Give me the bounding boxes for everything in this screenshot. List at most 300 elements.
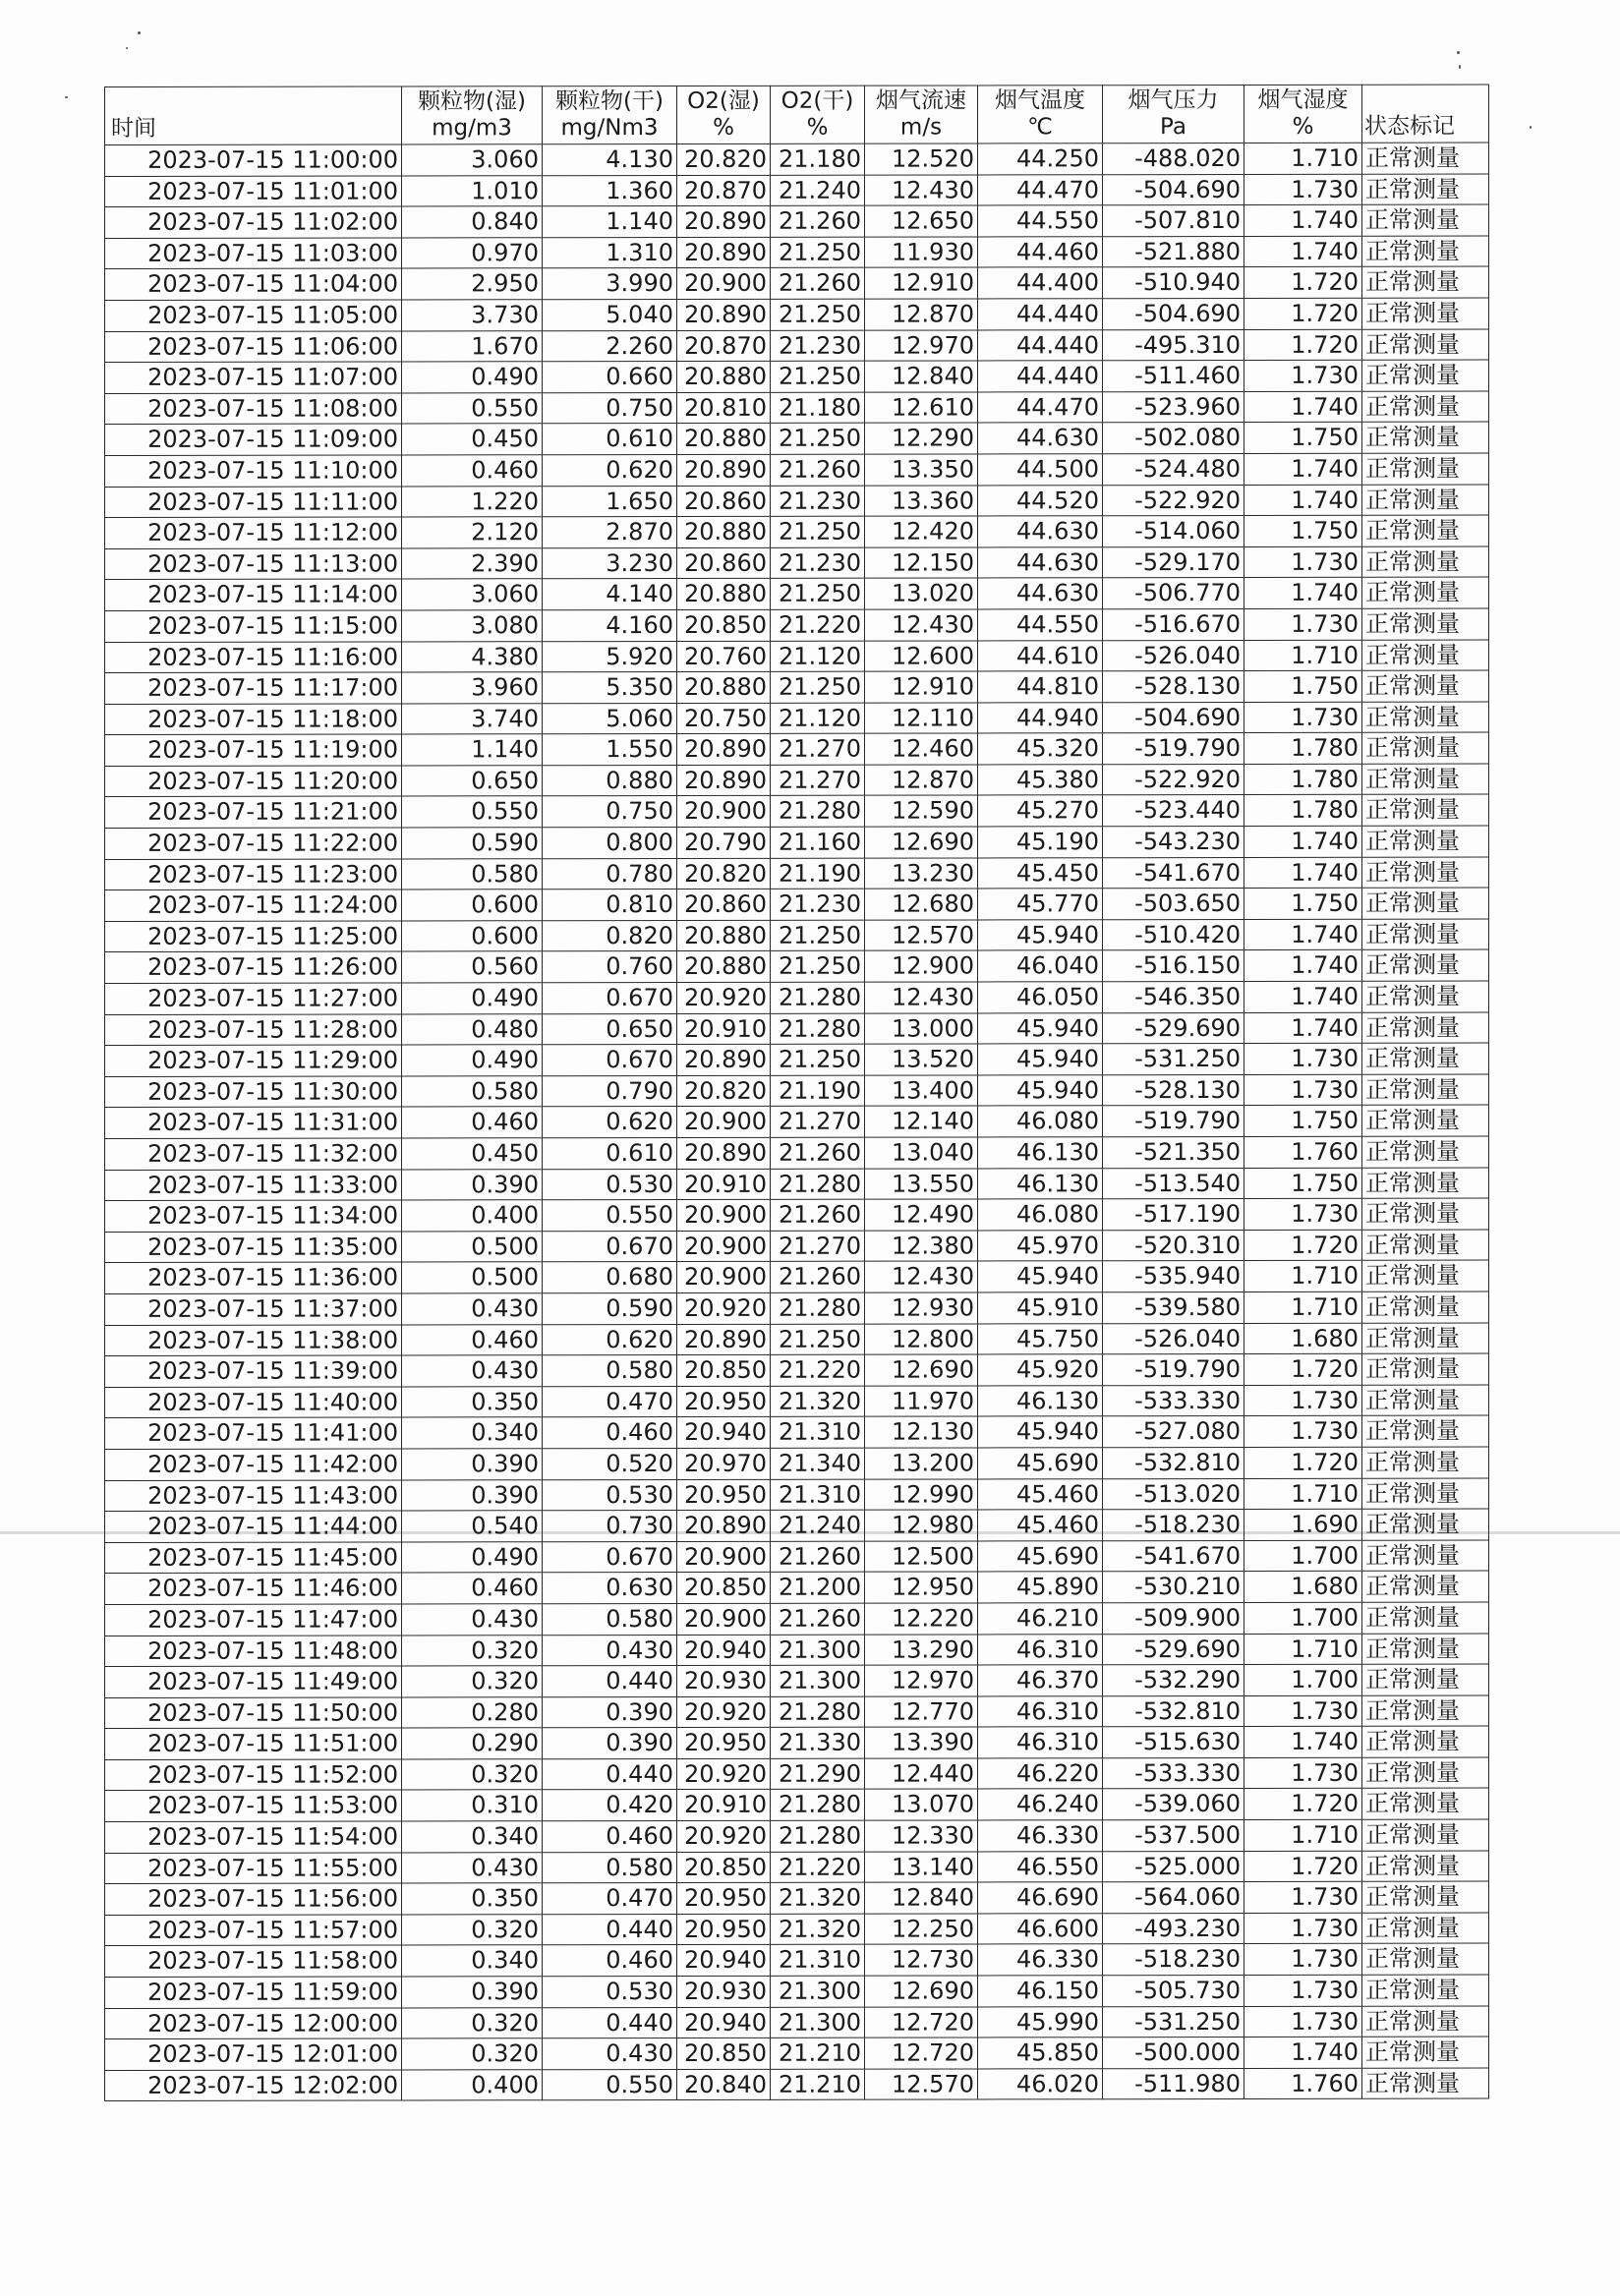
table-row [105, 485, 1489, 518]
value-cell: 1.780 [1244, 764, 1362, 795]
timestamp-cell: 2023-07-15 11:28:00 [105, 1014, 402, 1046]
value-cell: 21.310 [771, 1416, 865, 1448]
value-cell: 1.700 [1244, 1602, 1362, 1634]
timestamp-cell: 2023-07-15 11:04:00 [105, 268, 402, 300]
value-cell: -516.150 [1103, 950, 1244, 982]
table-row [105, 949, 1489, 983]
value-cell: 20.920 [677, 1758, 771, 1790]
table-row [105, 1385, 1489, 1418]
timestamp-cell: 2023-07-15 11:05:00 [105, 300, 402, 331]
timestamp-cell: 2023-07-15 11:38:00 [105, 1325, 402, 1356]
column-header-o2-dry [771, 86, 865, 144]
value-cell: 0.490 [402, 1541, 543, 1573]
value-cell: 0.590 [402, 828, 543, 859]
value-cell: 12.690 [865, 1976, 978, 2007]
value-cell: 2.390 [402, 547, 543, 579]
value-cell: 5.060 [543, 703, 677, 734]
value-cell: 0.400 [402, 1200, 543, 1232]
value-cell: 1.720 [1244, 1353, 1362, 1385]
value-cell: 20.920 [677, 1696, 771, 1728]
value-cell: 21.310 [771, 1479, 865, 1511]
value-cell: 21.340 [771, 1448, 865, 1479]
value-cell: 1.750 [1244, 889, 1362, 920]
value-cell: -526.040 [1103, 1323, 1244, 1354]
value-cell: 20.890 [677, 454, 771, 486]
value-cell: 1.680 [1244, 1572, 1362, 1603]
timestamp-cell: 2023-07-15 11:19:00 [105, 734, 402, 766]
value-cell: 20.870 [677, 175, 771, 206]
status-cell: 正常测量 [1362, 1571, 1489, 1602]
value-cell: 21.240 [771, 1510, 865, 1541]
value-cell: 20.880 [677, 516, 771, 547]
value-cell: 0.670 [543, 1231, 677, 1262]
table-row [105, 1074, 1489, 1108]
value-cell: 12.430 [865, 982, 978, 1013]
value-cell: 45.940 [978, 1075, 1103, 1107]
value-cell: 45.690 [978, 1448, 1103, 1479]
status-cell: 正常测量 [1362, 1415, 1489, 1447]
header-label [1364, 87, 1486, 114]
value-cell: -531.250 [1103, 2006, 1244, 2038]
value-cell: -539.580 [1103, 1292, 1244, 1323]
value-cell: 0.610 [543, 1137, 677, 1169]
value-cell: 20.890 [677, 1045, 771, 1076]
value-cell: 0.500 [402, 1232, 543, 1263]
value-cell: 20.900 [677, 1107, 771, 1138]
value-cell: 12.680 [865, 889, 978, 920]
value-cell: 21.280 [771, 982, 865, 1013]
value-cell: 13.040 [865, 1137, 978, 1169]
value-cell: 1.740 [1244, 485, 1362, 516]
timestamp-cell: 2023-07-15 11:16:00 [105, 641, 402, 672]
value-cell: 0.430 [402, 1293, 543, 1325]
value-cell: 21.190 [771, 1075, 865, 1107]
value-cell: 20.920 [677, 982, 771, 1013]
value-cell: 20.940 [677, 1635, 771, 1666]
table-row [105, 236, 1489, 269]
value-cell: 0.420 [543, 1790, 677, 1821]
table-row [105, 1634, 1489, 1667]
value-cell: 1.740 [1244, 981, 1362, 1012]
status-cell: 正常测量 [1362, 702, 1489, 733]
timestamp-cell: 2023-07-15 11:22:00 [105, 828, 402, 859]
table-row [105, 1819, 1489, 1853]
value-cell: 21.280 [771, 796, 865, 828]
value-cell: -504.690 [1103, 174, 1244, 205]
value-cell: 0.670 [543, 1045, 677, 1076]
value-cell: 20.860 [677, 890, 771, 921]
value-cell: 12.380 [865, 1231, 978, 1262]
value-cell: 1.730 [1244, 702, 1362, 733]
value-cell: 0.390 [543, 1696, 677, 1728]
value-cell: 12.140 [865, 1106, 978, 1137]
table-row [105, 422, 1489, 455]
timestamp-cell: 2023-07-15 11:25:00 [105, 921, 402, 952]
value-cell: 0.530 [543, 1169, 677, 1200]
value-cell: 46.310 [978, 1727, 1103, 1758]
value-cell: 20.790 [677, 827, 771, 858]
value-cell: 1.740 [1244, 1727, 1362, 1758]
value-cell: 1.730 [1244, 1944, 1362, 1976]
value-cell: 0.400 [402, 2070, 543, 2101]
value-cell: 21.180 [771, 392, 865, 424]
value-cell: 45.190 [978, 827, 1103, 858]
value-cell: 46.130 [978, 1385, 1103, 1416]
table-row [105, 981, 1489, 1014]
value-cell: 20.870 [677, 330, 771, 362]
value-cell: 20.950 [677, 1883, 771, 1915]
value-cell: 21.250 [771, 671, 865, 703]
value-cell: -511.980 [1103, 2068, 1244, 2099]
status-cell: 正常测量 [1362, 1260, 1489, 1292]
value-cell: 12.130 [865, 1416, 978, 1448]
value-cell: 21.280 [771, 1790, 865, 1821]
value-cell: 1.740 [1244, 391, 1362, 423]
table-row [105, 764, 1489, 797]
value-cell: 20.930 [677, 1976, 771, 2007]
timestamp-cell: 2023-07-15 11:30:00 [105, 1076, 402, 1108]
column-header-time [105, 86, 402, 145]
value-cell: 0.550 [543, 2069, 677, 2100]
value-cell: -527.080 [1103, 1416, 1244, 1448]
value-cell: 12.440 [865, 1758, 978, 1790]
value-cell: 21.180 [771, 144, 865, 175]
value-cell: 21.210 [771, 2038, 865, 2069]
value-cell: 44.610 [978, 640, 1103, 671]
value-cell: 44.630 [978, 423, 1103, 454]
value-cell: 0.340 [402, 1821, 543, 1853]
value-cell: 45.970 [978, 1231, 1103, 1262]
value-cell: 45.850 [978, 2038, 1103, 2069]
value-cell: 13.350 [865, 454, 978, 486]
value-cell: 46.550 [978, 1851, 1103, 1882]
value-cell: 46.080 [978, 1199, 1103, 1231]
value-cell: 21.260 [771, 1199, 865, 1231]
value-cell: 1.740 [1244, 578, 1362, 609]
value-cell: 0.350 [402, 1883, 543, 1915]
value-cell: 46.040 [978, 950, 1103, 982]
status-cell: 正常测量 [1362, 1385, 1489, 1416]
status-cell: 正常测量 [1362, 1478, 1489, 1510]
value-cell: 44.810 [978, 671, 1103, 703]
value-cell: 13.230 [865, 858, 978, 890]
value-cell: 21.280 [771, 1292, 865, 1324]
value-cell: 13.400 [865, 1075, 978, 1107]
value-cell: 20.900 [677, 268, 771, 300]
table-row [105, 1695, 1489, 1729]
value-cell: 21.230 [771, 889, 865, 920]
value-cell: 0.530 [543, 1977, 677, 2008]
value-cell: -564.060 [1103, 1882, 1244, 1914]
value-cell: 0.440 [543, 1914, 677, 1945]
value-cell: -541.670 [1103, 1540, 1244, 1572]
value-cell: 20.920 [677, 1292, 771, 1324]
table-row [105, 1664, 1489, 1697]
value-cell: 21.270 [771, 1107, 865, 1138]
value-cell: 0.430 [402, 1852, 543, 1883]
header-unit: % [806, 114, 829, 141]
value-cell: 0.590 [543, 1292, 677, 1324]
value-cell: 21.280 [771, 1013, 865, 1045]
status-cell: 正常测量 [1362, 732, 1489, 764]
value-cell: -519.790 [1103, 1354, 1244, 1386]
table-row [105, 826, 1489, 859]
table-row [105, 1198, 1489, 1232]
value-cell: 12.420 [865, 516, 978, 547]
value-cell: 0.600 [402, 921, 543, 952]
value-cell: 21.250 [771, 951, 865, 983]
table-row [105, 1292, 1489, 1325]
timestamp-cell: 2023-07-15 11:18:00 [105, 704, 402, 735]
table-row [105, 1509, 1489, 1542]
status-cell: 正常测量 [1362, 1540, 1489, 1572]
value-cell: 12.870 [865, 299, 978, 330]
value-cell: -504.690 [1103, 298, 1244, 329]
value-cell: 20.900 [677, 1262, 771, 1293]
header-label: 烟气湿度 [1257, 86, 1349, 113]
value-cell: 1.750 [1244, 423, 1362, 454]
value-cell: 45.770 [978, 889, 1103, 920]
value-cell: 0.460 [543, 1821, 677, 1853]
value-cell: 3.990 [543, 268, 677, 300]
value-cell: 46.130 [978, 1137, 1103, 1169]
timestamp-cell: 2023-07-15 11:39:00 [105, 1355, 402, 1387]
value-cell: 1.720 [1244, 1851, 1362, 1882]
value-cell: 0.810 [543, 890, 677, 921]
value-cell: 1.740 [1244, 453, 1362, 485]
timestamp-cell: 2023-07-15 11:09:00 [105, 424, 402, 455]
status-cell: 正常测量 [1362, 1074, 1489, 1106]
value-cell: 12.430 [865, 1261, 978, 1292]
value-cell: 1.710 [1244, 1634, 1362, 1665]
value-cell: 12.840 [865, 361, 978, 392]
value-cell: 12.970 [865, 330, 978, 362]
value-cell: -506.770 [1103, 578, 1244, 609]
value-cell: 0.610 [543, 424, 677, 455]
timestamp-cell: 2023-07-15 11:58:00 [105, 1945, 402, 1977]
value-cell: 45.940 [978, 1012, 1103, 1044]
value-cell: 1.750 [1244, 1168, 1362, 1199]
status-cell: 正常测量 [1362, 1913, 1489, 1944]
status-cell: 正常测量 [1362, 1043, 1489, 1074]
scan-speck [1457, 51, 1460, 54]
measurement-table [104, 85, 1489, 2102]
value-cell: -520.310 [1103, 1230, 1244, 1261]
value-cell: 0.390 [402, 1479, 543, 1511]
value-cell: -514.060 [1103, 516, 1244, 547]
value-cell: 21.230 [771, 330, 865, 362]
table-row [105, 515, 1489, 548]
value-cell: 46.310 [978, 1634, 1103, 1665]
value-cell: 20.970 [677, 1448, 771, 1479]
value-cell: 1.730 [1244, 608, 1362, 640]
value-cell: 1.220 [402, 486, 543, 517]
value-cell: 45.270 [978, 795, 1103, 827]
table-row [105, 1043, 1489, 1076]
value-cell: 1.740 [1244, 1012, 1362, 1044]
value-cell: 12.610 [865, 392, 978, 424]
value-cell: 21.330 [771, 1727, 865, 1758]
value-cell: 46.210 [978, 1603, 1103, 1635]
timestamp-cell: 2023-07-15 11:17:00 [105, 672, 402, 704]
timestamp-cell: 2023-07-15 11:52:00 [105, 1759, 402, 1791]
table-row [105, 1447, 1489, 1480]
value-cell: 1.730 [1244, 1043, 1362, 1074]
value-cell: 0.480 [402, 1013, 543, 1045]
value-cell: -532.290 [1103, 1665, 1244, 1696]
value-cell: 21.220 [771, 1354, 865, 1386]
value-cell: 1.720 [1244, 1230, 1362, 1261]
status-cell: 正常测量 [1362, 670, 1489, 702]
header-unit: mg/Nm3 [560, 115, 659, 142]
table-row [105, 2006, 1489, 2039]
value-cell: 45.920 [978, 1354, 1103, 1386]
timestamp-cell: 2023-07-15 11:40:00 [105, 1387, 402, 1418]
value-cell: 21.250 [771, 1324, 865, 1355]
value-cell: 44.440 [978, 329, 1103, 361]
table-row [105, 1881, 1489, 1915]
status-cell: 正常测量 [1362, 2068, 1489, 2099]
value-cell: 0.780 [543, 858, 677, 890]
status-cell: 正常测量 [1362, 1819, 1489, 1851]
header-unit: m/s [899, 114, 943, 141]
value-cell: 4.160 [543, 609, 677, 641]
table-row [105, 1540, 1489, 1574]
timestamp-cell: 2023-07-15 11:21:00 [105, 796, 402, 828]
value-cell: 3.060 [402, 144, 543, 176]
value-cell: 45.890 [978, 1572, 1103, 1603]
value-cell: 1.730 [1244, 360, 1362, 391]
value-cell: 0.440 [543, 2007, 677, 2038]
status-cell: 正常测量 [1362, 888, 1489, 919]
table-row [105, 1415, 1489, 1449]
value-cell: 0.530 [543, 1479, 677, 1511]
value-cell: 3.080 [402, 610, 543, 642]
value-cell: 1.710 [1244, 1819, 1362, 1851]
value-cell: 12.990 [865, 1478, 978, 1510]
value-cell: 1.710 [1244, 1261, 1362, 1292]
table-row [105, 329, 1489, 363]
status-cell: 正常测量 [1362, 422, 1489, 453]
value-cell: 0.290 [402, 1728, 543, 1759]
value-cell: 20.880 [677, 424, 771, 455]
table-row [105, 919, 1489, 952]
value-cell: -511.460 [1103, 361, 1244, 392]
value-cell: 1.740 [1244, 236, 1362, 267]
value-cell: 21.250 [771, 299, 865, 330]
value-cell: 46.690 [978, 1882, 1103, 1914]
status-cell: 正常测量 [1362, 577, 1489, 608]
value-cell: 1.720 [1244, 329, 1362, 361]
value-cell: 20.820 [677, 1075, 771, 1107]
value-cell: 0.460 [543, 1417, 677, 1449]
value-cell: 12.330 [865, 1820, 978, 1852]
value-cell: 13.000 [865, 1013, 978, 1045]
value-cell: 1.730 [1244, 546, 1362, 578]
value-cell: 20.850 [677, 1354, 771, 1386]
value-cell: 21.220 [771, 609, 865, 641]
scan-speck [126, 47, 128, 49]
value-cell: 5.920 [543, 641, 677, 672]
value-cell: 20.910 [677, 1790, 771, 1821]
value-cell: -541.670 [1103, 857, 1244, 889]
value-cell: 46.240 [978, 1789, 1103, 1820]
value-cell: -518.230 [1103, 1510, 1244, 1541]
value-cell: 12.800 [865, 1324, 978, 1355]
value-cell: 13.290 [865, 1634, 978, 1665]
status-cell: 正常测量 [1362, 919, 1489, 950]
value-cell: 20.940 [677, 2007, 771, 2038]
table-row [105, 577, 1489, 610]
table-row [105, 1323, 1489, 1356]
value-cell: 20.880 [677, 671, 771, 703]
status-cell: 正常测量 [1362, 1726, 1489, 1757]
table-row [105, 1168, 1489, 1201]
value-cell: 1.750 [1244, 515, 1362, 546]
value-cell: 0.450 [402, 1138, 543, 1170]
value-cell: 0.630 [543, 1573, 677, 1604]
table-row [105, 298, 1489, 331]
value-cell: -510.420 [1103, 919, 1244, 950]
value-cell: 21.310 [771, 1945, 865, 1977]
status-cell: 正常测量 [1362, 640, 1489, 671]
value-cell: 0.760 [543, 951, 677, 983]
value-cell: 21.120 [771, 703, 865, 734]
value-cell: -516.670 [1103, 608, 1244, 640]
table-row [105, 266, 1489, 300]
table-row [105, 888, 1489, 921]
value-cell: 1.760 [1244, 2068, 1362, 2099]
status-cell: 正常测量 [1362, 298, 1489, 329]
value-cell: 0.520 [543, 1448, 677, 1479]
value-cell: 5.350 [543, 672, 677, 704]
value-cell: 1.710 [1244, 143, 1362, 174]
status-cell: 正常测量 [1362, 949, 1489, 981]
value-cell: 0.440 [543, 1758, 677, 1790]
value-cell: 1.730 [1244, 1198, 1362, 1230]
table-row [105, 1789, 1489, 1822]
value-cell: 1.730 [1244, 174, 1362, 205]
value-cell: 1.670 [402, 330, 543, 362]
value-cell: 0.550 [402, 392, 543, 424]
value-cell: 20.880 [677, 920, 771, 951]
value-cell: 21.300 [771, 1665, 865, 1696]
value-cell: 45.940 [978, 1416, 1103, 1448]
timestamp-cell: 2023-07-15 11:03:00 [105, 238, 402, 269]
value-cell: 21.230 [771, 547, 865, 579]
column-header-flue-pressure [1103, 85, 1244, 143]
timestamp-cell: 2023-07-15 11:47:00 [105, 1604, 402, 1636]
scan-speck [1459, 65, 1461, 69]
value-cell: 0.390 [543, 1728, 677, 1759]
column-header-o2-wet [677, 86, 771, 144]
value-cell: 4.130 [543, 144, 677, 175]
value-cell: 45.450 [978, 857, 1103, 889]
value-cell: 12.870 [865, 765, 978, 796]
value-cell: 11.930 [865, 237, 978, 268]
value-cell: 44.440 [978, 361, 1103, 392]
value-cell: 12.910 [865, 671, 978, 703]
value-cell: 20.860 [677, 486, 771, 517]
value-cell: -493.230 [1103, 1913, 1244, 1944]
timestamp-cell: 2023-07-15 11:00:00 [105, 144, 402, 176]
value-cell: 44.440 [978, 299, 1103, 330]
table-row [105, 1136, 1489, 1170]
value-cell: 1.700 [1244, 1664, 1362, 1695]
value-cell: 1.140 [543, 206, 677, 238]
table-row [105, 1105, 1489, 1138]
value-cell: 0.650 [543, 1013, 677, 1045]
